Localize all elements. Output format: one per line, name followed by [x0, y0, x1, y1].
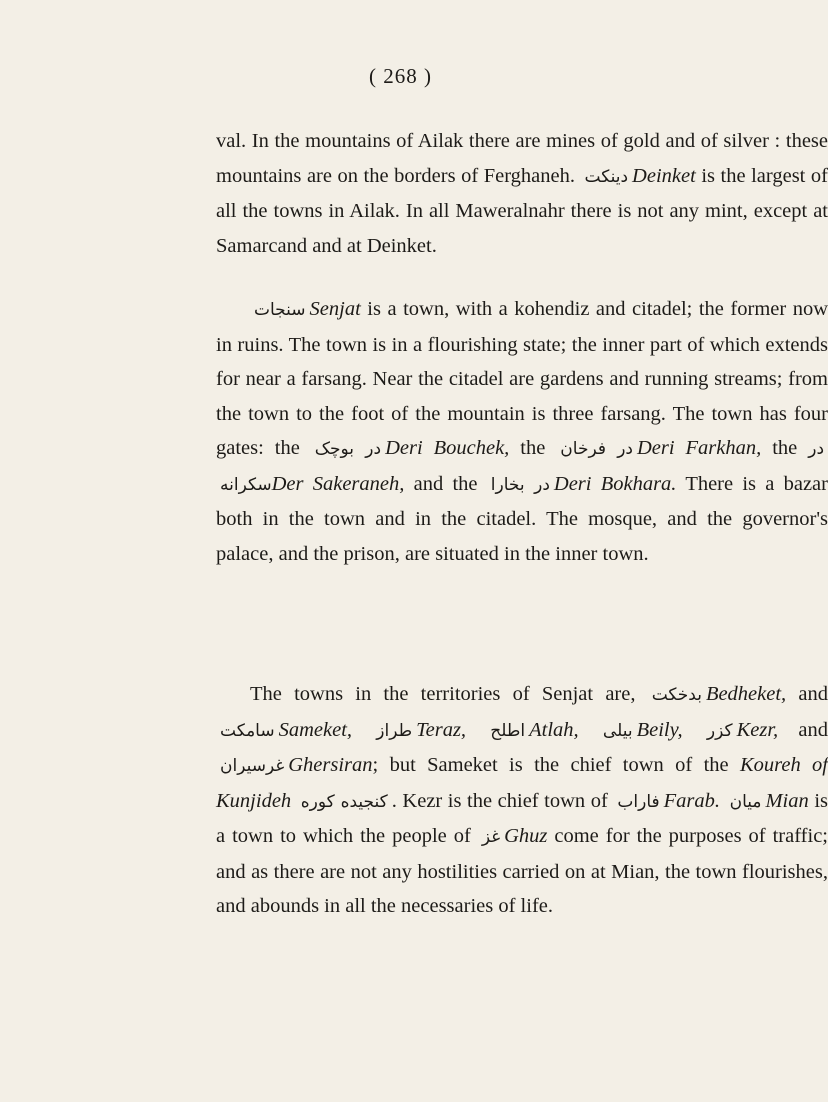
p3-italic-atlah: Atlah,: [529, 718, 579, 741]
p3-text-4: ; but Sameket is the chief town of the: [372, 754, 729, 776]
p1-arabic-deinket: دینکت: [584, 166, 629, 187]
paragraph-ailak: [216, 124, 828, 263]
paragraph-senjat: [216, 292, 828, 571]
p3-arabic-atlah: اطلح: [490, 720, 526, 741]
p1-text-2: is the largest of all the towns in Ailak. In all Maweralnahr there is not any mint, except at Samarcand and at Deinket.: [216, 164, 828, 257]
p3-arabic-ghersiran: غرسیران: [220, 756, 285, 776]
p2-text-1: is a town, with a kohendiz and citadel; the former now in ruins. The town is in a flourishing state; the inner part of which extends for near a farsang. Near the citadel are gardens and running streams; from the town to the foot of the mountain is three farsang. The town has four gates: the: [216, 298, 828, 459]
p3-italic-koureh: Koureh of Kunjideh: [216, 754, 828, 812]
p3-italic-ghersiran: Ghersiran: [288, 754, 373, 776]
p3-italic-teraz: Teraz,: [416, 718, 467, 741]
p2-text-3: the: [772, 437, 798, 459]
p2-arabic-farkhan: در فرخان: [560, 439, 633, 459]
p2-italic-sakeraneh: Der Sakeraneh,: [271, 472, 405, 495]
p3-arabic-beily: بیلی: [602, 720, 633, 741]
p2-text-5: There is a bazar both in the town and in the citadel. The mosque, and the governor's palace, and the prison, are situated in the inner town.: [216, 472, 828, 565]
p3-italic-beily: Beily,: [636, 718, 683, 741]
p3-italic-sameket: Sameket,: [278, 718, 353, 741]
p3-text-1: The towns in the territories of Senjat are,: [250, 683, 636, 705]
p2-italic-senjat: Senjat: [309, 298, 361, 320]
p3-text-6: is a town to which the people of: [216, 789, 828, 847]
p3-arabic-teraz: طراز: [376, 720, 413, 741]
p3-italic-mian: Mian: [765, 789, 809, 812]
p3-italic-ghuz: Ghuz: [504, 825, 548, 847]
p2-italic-bouchek: Deri Bouchek,: [385, 437, 510, 459]
paragraph-territories: [216, 677, 828, 924]
p1-text-1: val. In the mountains of Ailak there are mines of gold and of silver : these mountains are on the borders of Ferghaneh.: [216, 130, 828, 187]
p2-arabic-bouchek: در بوچک: [314, 439, 382, 459]
p2-italic-farkhan: Deri Farkhan,: [636, 437, 762, 459]
p1-italic-deinket: Deinket: [632, 164, 696, 187]
p2-text-2: the: [520, 437, 546, 459]
p2-arabic-sakeraneh: در سکرانه: [220, 439, 825, 495]
p3-arabic-farab: فاراب: [617, 791, 660, 812]
p3-arabic-kezr: کزر: [706, 720, 733, 741]
p3-italic-farab: Farab.: [663, 789, 721, 812]
p3-arabic-koureh: کنجیده کوره: [300, 791, 388, 812]
p2-text-4: and the: [413, 472, 478, 495]
p3-text-5: . Kezr is the chief town of: [391, 789, 608, 812]
p3-text-2: and: [798, 683, 828, 705]
p3-arabic-ghuz: غز: [481, 827, 501, 847]
p3-text-3: and: [798, 718, 828, 741]
p3-arabic-bedheket: بدخکت: [651, 685, 702, 705]
p2-italic-bokhara: Deri Bokhara.: [553, 472, 677, 495]
p3-arabic-sameket: سامکت: [220, 720, 275, 741]
page-number-header: ( 268 ): [369, 64, 432, 88]
p3-text-7: come for the purposes of traffic; and as there are not any hostilities carried on at Mian, the town flourishes, and abounds in all the necessaries of life.: [216, 825, 828, 917]
p3-italic-kezr: Kezr,: [736, 718, 779, 741]
p3-arabic-mian: میان: [729, 791, 762, 812]
p2-arabic-bokhara: در بخارا: [490, 474, 550, 495]
p2-arabic-senjat: سنجات: [254, 300, 306, 320]
p3-italic-bedheket: Bedheket,: [705, 683, 787, 705]
